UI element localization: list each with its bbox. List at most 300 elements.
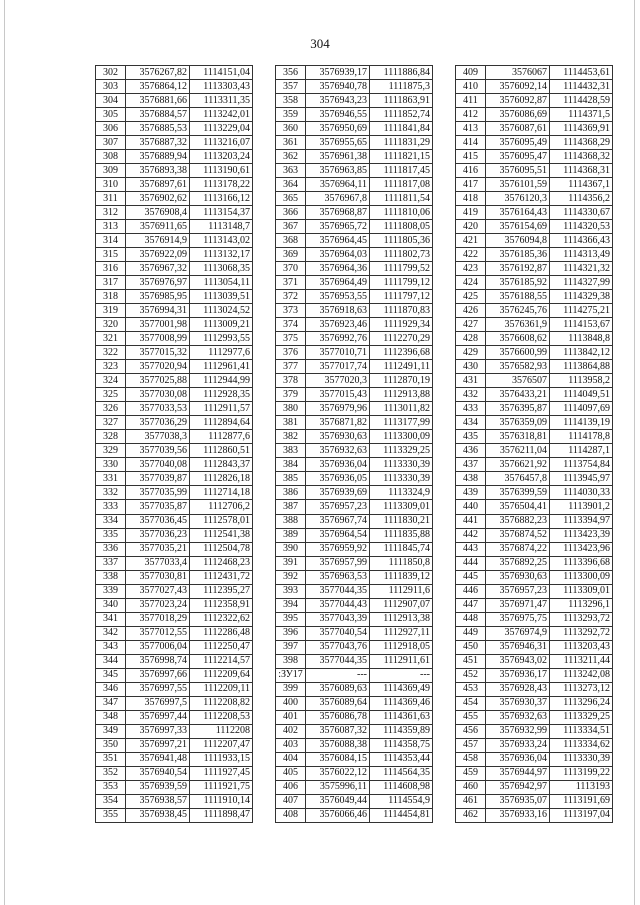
x-coordinate-cell: 3576267,82 bbox=[126, 66, 190, 80]
y-coordinate-cell: 1111845,74 bbox=[370, 542, 433, 556]
x-coordinate-cell: 3576957,23 bbox=[486, 584, 550, 598]
x-coordinate-cell: 3576154,69 bbox=[486, 220, 550, 234]
point-number-cell: 408 bbox=[276, 808, 306, 822]
point-number-cell: 396 bbox=[276, 626, 306, 640]
y-coordinate-cell: 1114287,1 bbox=[550, 444, 613, 458]
x-coordinate-cell: 3577040,54 bbox=[306, 626, 370, 640]
point-number-cell: 425 bbox=[456, 290, 486, 304]
point-number-cell: 377 bbox=[276, 360, 306, 374]
x-coordinate-cell: 3576938,45 bbox=[126, 808, 190, 822]
y-coordinate-cell: 1112877,6 bbox=[190, 430, 253, 444]
point-number-cell: 427 bbox=[456, 318, 486, 332]
y-coordinate-cell: 1113242,08 bbox=[550, 668, 613, 682]
x-coordinate-cell: 3576930,37 bbox=[486, 696, 550, 710]
x-coordinate-cell: 3576185,36 bbox=[486, 248, 550, 262]
y-coordinate-cell: 1114371,5 bbox=[550, 108, 613, 122]
x-coordinate-cell: 3576985,95 bbox=[126, 290, 190, 304]
x-coordinate-cell: 3577043,76 bbox=[306, 640, 370, 654]
y-coordinate-cell: 1112396,68 bbox=[370, 346, 433, 360]
x-coordinate-cell: 3576095,49 bbox=[486, 136, 550, 150]
y-coordinate-cell: 1114139,19 bbox=[550, 416, 613, 430]
y-coordinate-cell: 1113300,09 bbox=[550, 570, 613, 584]
point-number-cell: 365 bbox=[276, 192, 306, 206]
x-coordinate-cell: 3576095,51 bbox=[486, 164, 550, 178]
x-coordinate-cell: 3576968,87 bbox=[306, 206, 370, 220]
y-coordinate-cell: 1114554,9 bbox=[370, 794, 433, 808]
table-row bbox=[96, 696, 253, 710]
point-number-cell: 444 bbox=[456, 556, 486, 570]
x-coordinate-cell: 3576946,55 bbox=[306, 108, 370, 122]
point-number-cell: 383 bbox=[276, 444, 306, 458]
y-coordinate-cell: 1111886,84 bbox=[370, 66, 433, 80]
point-number-cell: 374 bbox=[276, 318, 306, 332]
table-row bbox=[96, 808, 253, 822]
x-coordinate-cell: 3576964,54 bbox=[306, 528, 370, 542]
table-row bbox=[456, 780, 613, 794]
point-number-cell: 347 bbox=[96, 696, 126, 710]
point-number-cell: 394 bbox=[276, 598, 306, 612]
x-coordinate-cell: 3576930,63 bbox=[306, 430, 370, 444]
table-row bbox=[96, 528, 253, 542]
x-coordinate-cell: 3576889,94 bbox=[126, 150, 190, 164]
point-number-cell: 304 bbox=[96, 94, 126, 108]
x-coordinate-cell: 3576621,92 bbox=[486, 458, 550, 472]
point-number-cell: 352 bbox=[96, 766, 126, 780]
point-number-cell: 400 bbox=[276, 696, 306, 710]
table-row bbox=[276, 360, 433, 374]
x-coordinate-cell: 3576964,45 bbox=[306, 234, 370, 248]
table-row bbox=[96, 794, 253, 808]
y-coordinate-cell: 1111802,73 bbox=[370, 248, 433, 262]
table-row bbox=[456, 206, 613, 220]
table-row bbox=[276, 164, 433, 178]
point-number-cell: 339 bbox=[96, 584, 126, 598]
point-number-cell: 345 bbox=[96, 668, 126, 682]
point-number-cell: 348 bbox=[96, 710, 126, 724]
table-row bbox=[96, 206, 253, 220]
point-number-cell: 331 bbox=[96, 472, 126, 486]
table-row bbox=[276, 150, 433, 164]
y-coordinate-cell: 1113293,72 bbox=[550, 612, 613, 626]
point-number-cell: 367 bbox=[276, 220, 306, 234]
x-coordinate-cell: 3576608,62 bbox=[486, 332, 550, 346]
x-coordinate-cell: 3576942,97 bbox=[486, 780, 550, 794]
point-number-cell: 429 bbox=[456, 346, 486, 360]
point-number-cell: 428 bbox=[456, 332, 486, 346]
table-row bbox=[276, 80, 433, 94]
table-row bbox=[276, 514, 433, 528]
table-row bbox=[456, 612, 613, 626]
y-coordinate-cell: 1112209,64 bbox=[190, 668, 253, 682]
table-row bbox=[276, 808, 433, 822]
x-coordinate-cell: 3577035,87 bbox=[126, 500, 190, 514]
y-coordinate-cell: 1112913,38 bbox=[370, 612, 433, 626]
table-row bbox=[96, 136, 253, 150]
point-number-cell: 459 bbox=[456, 766, 486, 780]
table-row bbox=[276, 696, 433, 710]
y-coordinate-cell: 1113203,43 bbox=[550, 640, 613, 654]
table-row bbox=[96, 780, 253, 794]
point-number-cell: 309 bbox=[96, 164, 126, 178]
table-row bbox=[96, 584, 253, 598]
point-number-cell: 380 bbox=[276, 402, 306, 416]
x-coordinate-cell: 3576933,24 bbox=[486, 738, 550, 752]
table-row bbox=[276, 584, 433, 598]
x-coordinate-cell: 3576955,65 bbox=[306, 136, 370, 150]
y-coordinate-cell: 1111835,88 bbox=[370, 528, 433, 542]
page-number: 304 bbox=[310, 36, 330, 51]
x-coordinate-cell: 3576457,8 bbox=[486, 472, 550, 486]
table-row bbox=[96, 94, 253, 108]
y-coordinate-cell: 1112907,07 bbox=[370, 598, 433, 612]
x-coordinate-cell: 3576395,87 bbox=[486, 402, 550, 416]
x-coordinate-cell: 3576975,75 bbox=[486, 612, 550, 626]
y-coordinate-cell: 1113330,39 bbox=[550, 752, 613, 766]
table-row bbox=[276, 122, 433, 136]
table-row bbox=[96, 724, 253, 738]
point-number-cell: 451 bbox=[456, 654, 486, 668]
x-coordinate-cell: 3576094,8 bbox=[486, 234, 550, 248]
point-number-cell: 325 bbox=[96, 388, 126, 402]
table-row bbox=[456, 738, 613, 752]
point-number-cell: 333 bbox=[96, 500, 126, 514]
y-coordinate-cell: 1114275,21 bbox=[550, 304, 613, 318]
table-row bbox=[456, 164, 613, 178]
table-row bbox=[276, 528, 433, 542]
y-coordinate-cell: 1114368,29 bbox=[550, 136, 613, 150]
table-row bbox=[276, 234, 433, 248]
point-number-cell: 430 bbox=[456, 360, 486, 374]
y-coordinate-cell: 1112504,78 bbox=[190, 542, 253, 556]
table-row bbox=[96, 514, 253, 528]
table-row bbox=[276, 276, 433, 290]
point-number-cell: 419 bbox=[456, 206, 486, 220]
table-row bbox=[456, 668, 613, 682]
y-coordinate-cell: 1111808,05 bbox=[370, 220, 433, 234]
y-coordinate-cell: 1114330,67 bbox=[550, 206, 613, 220]
y-coordinate-cell: 1113068,35 bbox=[190, 262, 253, 276]
y-coordinate-cell: 1113754,84 bbox=[550, 458, 613, 472]
point-number-cell: 405 bbox=[276, 766, 306, 780]
table-row bbox=[456, 108, 613, 122]
table-row bbox=[276, 220, 433, 234]
table-row bbox=[96, 570, 253, 584]
point-number-cell: 413 bbox=[456, 122, 486, 136]
table-row bbox=[276, 290, 433, 304]
y-coordinate-cell: 1112911,6 bbox=[370, 584, 433, 598]
y-coordinate-cell: 1112358,91 bbox=[190, 598, 253, 612]
x-coordinate-cell: 3576864,12 bbox=[126, 80, 190, 94]
table-row bbox=[96, 766, 253, 780]
table-row bbox=[276, 738, 433, 752]
y-coordinate-cell: 1112250,47 bbox=[190, 640, 253, 654]
table-row bbox=[456, 220, 613, 234]
y-coordinate-cell: 1112208,82 bbox=[190, 696, 253, 710]
y-coordinate-cell: 1111805,36 bbox=[370, 234, 433, 248]
x-coordinate-cell: 3576922,09 bbox=[126, 248, 190, 262]
x-coordinate-cell: 3576504,41 bbox=[486, 500, 550, 514]
point-number-cell: 310 bbox=[96, 178, 126, 192]
point-number-cell: 342 bbox=[96, 626, 126, 640]
table-row bbox=[96, 542, 253, 556]
x-coordinate-cell: 3576361,9 bbox=[486, 318, 550, 332]
table-row bbox=[276, 304, 433, 318]
point-number-cell: 431 bbox=[456, 374, 486, 388]
point-number-cell: 415 bbox=[456, 150, 486, 164]
y-coordinate-cell: 1111852,74 bbox=[370, 108, 433, 122]
table-row bbox=[96, 150, 253, 164]
x-coordinate-cell: 3577033,4 bbox=[126, 556, 190, 570]
x-coordinate-cell: 3576964,49 bbox=[306, 276, 370, 290]
point-number-cell: 410 bbox=[456, 80, 486, 94]
table-row bbox=[276, 472, 433, 486]
point-number-cell: 421 bbox=[456, 234, 486, 248]
table-row bbox=[96, 276, 253, 290]
y-coordinate-cell: 1111799,12 bbox=[370, 276, 433, 290]
y-coordinate-cell: 1113011,82 bbox=[370, 402, 433, 416]
point-number-cell: 327 bbox=[96, 416, 126, 430]
x-coordinate-cell: 3576939,69 bbox=[306, 486, 370, 500]
point-number-cell: 323 bbox=[96, 360, 126, 374]
x-coordinate-cell: 3577023,24 bbox=[126, 598, 190, 612]
y-coordinate-cell: 1112911,57 bbox=[190, 402, 253, 416]
table-row bbox=[276, 682, 433, 696]
point-number-cell: 384 bbox=[276, 458, 306, 472]
table-row bbox=[456, 374, 613, 388]
point-number-cell: 426 bbox=[456, 304, 486, 318]
table-row bbox=[276, 444, 433, 458]
table-row bbox=[276, 108, 433, 122]
y-coordinate-cell: 1113296,1 bbox=[550, 598, 613, 612]
point-number-cell: 458 bbox=[456, 752, 486, 766]
table-row bbox=[456, 528, 613, 542]
point-number-cell: 437 bbox=[456, 458, 486, 472]
y-coordinate-cell: 1111898,47 bbox=[190, 808, 253, 822]
y-coordinate-cell: 1113216,07 bbox=[190, 136, 253, 150]
table-row bbox=[276, 430, 433, 444]
y-coordinate-cell: 1113864,88 bbox=[550, 360, 613, 374]
table-row bbox=[96, 220, 253, 234]
table-row bbox=[276, 178, 433, 192]
table-row bbox=[276, 752, 433, 766]
point-number-cell: 314 bbox=[96, 234, 126, 248]
table-row bbox=[456, 136, 613, 150]
x-coordinate-cell: 3576936,05 bbox=[306, 472, 370, 486]
y-coordinate-cell: 1113193 bbox=[550, 780, 613, 794]
point-number-cell: 411 bbox=[456, 94, 486, 108]
x-coordinate-cell: 3576974,9 bbox=[486, 626, 550, 640]
table-row bbox=[456, 444, 613, 458]
x-coordinate-cell: 3576211,04 bbox=[486, 444, 550, 458]
x-coordinate-cell: 3577015,32 bbox=[126, 346, 190, 360]
y-coordinate-cell: 1113054,11 bbox=[190, 276, 253, 290]
table-row bbox=[456, 640, 613, 654]
point-number-cell: 390 bbox=[276, 542, 306, 556]
table-row bbox=[96, 178, 253, 192]
x-coordinate-cell: 3576120,3 bbox=[486, 192, 550, 206]
point-number-cell: 378 bbox=[276, 374, 306, 388]
point-number-cell: 316 bbox=[96, 262, 126, 276]
table-row bbox=[456, 304, 613, 318]
x-coordinate-cell: 3577038,3 bbox=[126, 430, 190, 444]
table-row bbox=[456, 766, 613, 780]
y-coordinate-cell: 1111921,75 bbox=[190, 780, 253, 794]
y-coordinate-cell: 1113300,09 bbox=[370, 430, 433, 444]
x-coordinate-cell: 3576022,12 bbox=[306, 766, 370, 780]
x-coordinate-cell: 3576892,25 bbox=[486, 556, 550, 570]
y-coordinate-cell: 1111811,54 bbox=[370, 192, 433, 206]
right-margin-line bbox=[634, 0, 635, 905]
y-coordinate-cell: 1112431,72 bbox=[190, 570, 253, 584]
point-number-cell: 420 bbox=[456, 220, 486, 234]
x-coordinate-cell: 3576963,53 bbox=[306, 570, 370, 584]
table-row bbox=[456, 290, 613, 304]
x-coordinate-cell: 3576997,33 bbox=[126, 724, 190, 738]
y-coordinate-cell: 1113166,12 bbox=[190, 192, 253, 206]
x-coordinate-cell: 3577044,35 bbox=[306, 654, 370, 668]
y-coordinate-cell: 1114428,59 bbox=[550, 94, 613, 108]
table-row bbox=[96, 192, 253, 206]
y-coordinate-cell: 1113148,7 bbox=[190, 220, 253, 234]
point-number-cell: 392 bbox=[276, 570, 306, 584]
x-coordinate-cell: 3576979,96 bbox=[306, 402, 370, 416]
y-coordinate-cell: 1113329,25 bbox=[550, 710, 613, 724]
y-coordinate-cell: 1113334,62 bbox=[550, 738, 613, 752]
point-number-cell: 307 bbox=[96, 136, 126, 150]
point-number-cell: 346 bbox=[96, 682, 126, 696]
x-coordinate-cell: 3576936,17 bbox=[486, 668, 550, 682]
y-coordinate-cell: 1112706,2 bbox=[190, 500, 253, 514]
point-number-cell: 446 bbox=[456, 584, 486, 598]
y-coordinate-cell: 1112322,62 bbox=[190, 612, 253, 626]
table-row bbox=[456, 556, 613, 570]
y-coordinate-cell: 1113191,69 bbox=[550, 794, 613, 808]
y-coordinate-cell: 1112860,51 bbox=[190, 444, 253, 458]
y-coordinate-cell: 1112927,11 bbox=[370, 626, 433, 640]
point-number-cell: 357 bbox=[276, 80, 306, 94]
table-row bbox=[456, 332, 613, 346]
point-number-cell: 454 bbox=[456, 696, 486, 710]
table-row bbox=[456, 416, 613, 430]
x-coordinate-cell: 3576950,69 bbox=[306, 122, 370, 136]
table-row bbox=[96, 360, 253, 374]
y-coordinate-cell: 1112894,64 bbox=[190, 416, 253, 430]
x-coordinate-cell: 3576084,15 bbox=[306, 752, 370, 766]
y-coordinate-cell: 1114329,38 bbox=[550, 290, 613, 304]
x-coordinate-cell: 3577044,43 bbox=[306, 598, 370, 612]
table-row bbox=[456, 654, 613, 668]
y-coordinate-cell: 1112714,18 bbox=[190, 486, 253, 500]
x-coordinate-cell: 3576188,55 bbox=[486, 290, 550, 304]
point-number-cell: 460 bbox=[456, 780, 486, 794]
table-row bbox=[96, 472, 253, 486]
table-row bbox=[276, 66, 433, 80]
y-coordinate-cell: 1114049,51 bbox=[550, 388, 613, 402]
point-number-cell: 371 bbox=[276, 276, 306, 290]
table-row bbox=[456, 752, 613, 766]
point-number-cell: 360 bbox=[276, 122, 306, 136]
x-coordinate-cell: 3577006,04 bbox=[126, 640, 190, 654]
y-coordinate-cell: 1114359,89 bbox=[370, 724, 433, 738]
x-coordinate-cell: 3577039,87 bbox=[126, 472, 190, 486]
point-number-cell: 407 bbox=[276, 794, 306, 808]
table-row bbox=[456, 514, 613, 528]
table-row bbox=[276, 206, 433, 220]
point-number-cell: 338 bbox=[96, 570, 126, 584]
point-number-cell: 337 bbox=[96, 556, 126, 570]
x-coordinate-cell: 3576971,47 bbox=[486, 598, 550, 612]
y-coordinate-cell: 1114564,35 bbox=[370, 766, 433, 780]
x-coordinate-cell: 3576911,65 bbox=[126, 220, 190, 234]
table-row bbox=[456, 178, 613, 192]
x-coordinate-cell: 3576936,04 bbox=[486, 752, 550, 766]
point-number-cell: 334 bbox=[96, 514, 126, 528]
y-coordinate-cell: 1112208,53 bbox=[190, 710, 253, 724]
table-row bbox=[456, 80, 613, 94]
table-row bbox=[96, 458, 253, 472]
y-coordinate-cell: 1114030,33 bbox=[550, 486, 613, 500]
y-coordinate-cell: 1114321,32 bbox=[550, 262, 613, 276]
y-coordinate-cell: 1111831,29 bbox=[370, 136, 433, 150]
x-coordinate-cell: 3577015,43 bbox=[306, 388, 370, 402]
x-coordinate-cell: --- bbox=[306, 668, 370, 682]
table-row bbox=[456, 318, 613, 332]
table-row bbox=[456, 402, 613, 416]
point-number-cell: 363 bbox=[276, 164, 306, 178]
y-coordinate-cell: 1114353,44 bbox=[370, 752, 433, 766]
table-row bbox=[276, 346, 433, 360]
y-coordinate-cell: 1113309,01 bbox=[370, 500, 433, 514]
x-coordinate-cell: 3576994,31 bbox=[126, 304, 190, 318]
y-coordinate-cell: 1112209,11 bbox=[190, 682, 253, 696]
y-coordinate-cell: 1111839,12 bbox=[370, 570, 433, 584]
point-number-cell: 417 bbox=[456, 178, 486, 192]
point-number-cell: 341 bbox=[96, 612, 126, 626]
x-coordinate-cell: 3576964,03 bbox=[306, 248, 370, 262]
table-row bbox=[96, 640, 253, 654]
point-number-cell: 344 bbox=[96, 654, 126, 668]
point-number-cell: 389 bbox=[276, 528, 306, 542]
y-coordinate-cell: 1111850,8 bbox=[370, 556, 433, 570]
y-coordinate-cell: 1114313,49 bbox=[550, 248, 613, 262]
table-row bbox=[456, 542, 613, 556]
x-coordinate-cell: 3576997,66 bbox=[126, 668, 190, 682]
x-coordinate-cell: 3577030,81 bbox=[126, 570, 190, 584]
point-number-cell: 356 bbox=[276, 66, 306, 80]
table-row bbox=[276, 640, 433, 654]
y-coordinate-cell: 1112911,61 bbox=[370, 654, 433, 668]
point-number-cell: 308 bbox=[96, 150, 126, 164]
x-coordinate-cell: 3577040,08 bbox=[126, 458, 190, 472]
table-row bbox=[96, 374, 253, 388]
x-coordinate-cell: 3576192,87 bbox=[486, 262, 550, 276]
x-coordinate-cell: 3576066,46 bbox=[306, 808, 370, 822]
x-coordinate-cell: 3576953,55 bbox=[306, 290, 370, 304]
point-number-cell: 362 bbox=[276, 150, 306, 164]
y-coordinate-cell: 1111933,15 bbox=[190, 752, 253, 766]
x-coordinate-cell: 3576092,14 bbox=[486, 80, 550, 94]
x-coordinate-cell: 3576998,74 bbox=[126, 654, 190, 668]
table-row bbox=[456, 248, 613, 262]
table-row bbox=[456, 710, 613, 724]
table-row bbox=[96, 122, 253, 136]
x-coordinate-cell: 3576997,5 bbox=[126, 696, 190, 710]
y-coordinate-cell: 1113334,51 bbox=[550, 724, 613, 738]
table-row bbox=[456, 122, 613, 136]
x-coordinate-cell: 3576087,32 bbox=[306, 724, 370, 738]
table-row bbox=[96, 626, 253, 640]
point-number-cell: 443 bbox=[456, 542, 486, 556]
